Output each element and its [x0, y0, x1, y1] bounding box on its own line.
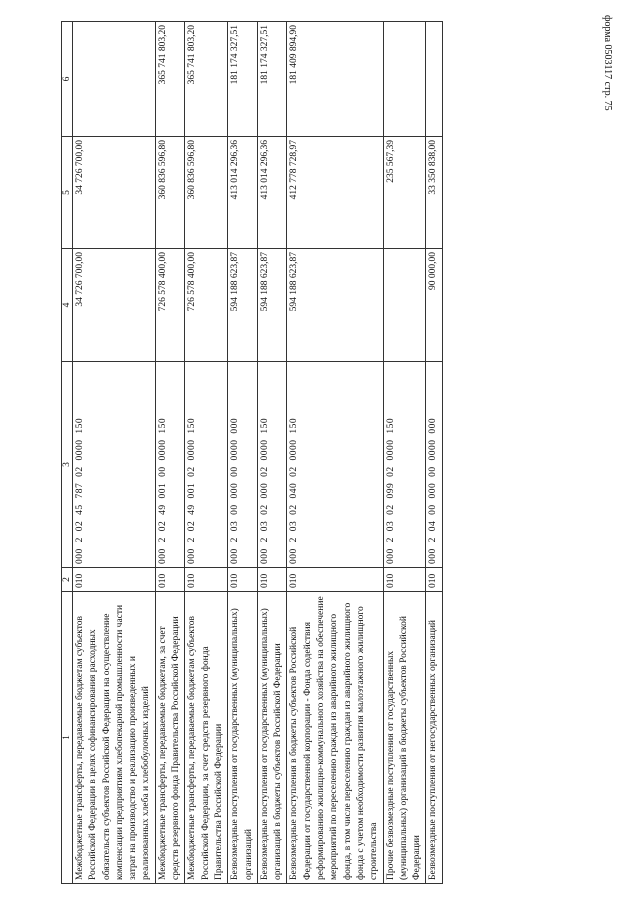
classification-code: 000 2 02 49 001 00 0000 150 [155, 362, 185, 568]
row-name: Безвозмездные поступления от государственных (муниципальных) организаций в бюджеты субъектов Российской Федерации [257, 592, 287, 884]
revenue-table [61, 21, 443, 884]
column-header: 3 [62, 362, 73, 568]
line-code: 010 [426, 568, 442, 592]
classification-code: 000 2 02 49 001 02 0000 150 [185, 362, 228, 568]
column-header: 2 [62, 568, 73, 592]
approved-amount: 594 188 623,87 [257, 249, 287, 362]
line-code: 010 [383, 568, 426, 592]
table-row [383, 22, 426, 884]
executed-amount: 33 350 838,00 [426, 137, 442, 249]
executed-amount: 413 014 296,36 [228, 137, 258, 249]
executed-amount: 413 014 296,36 [257, 137, 287, 249]
approved-amount: 726 578 400,00 [185, 249, 228, 362]
remaining-amount: 365 741 803,20 [185, 22, 228, 137]
row-name: Безвозмездные поступления в бюджеты субъектов Российской Федерации от государственной корпорации - Фонда содействия реформированию жилищно-коммунального хозяйства на обеспечение мероприятий по переселению граждан из аварийного жилищного фонда, в том числе переселению граждан из аварийного жилищного фонда с учетом необходимости развития малоэтажного жилищного строительства [287, 592, 383, 884]
remaining-amount [383, 22, 426, 137]
column-header: 6 [62, 22, 73, 137]
row-name: Межбюджетные трансферты, передаваемые бюджетам субъектов Российской Федерации, за счет средств резервного фонда Правительства Российской Федерации [185, 592, 228, 884]
table-row [73, 22, 156, 884]
line-code: 010 [155, 568, 185, 592]
approved-amount: 594 188 623,87 [287, 249, 383, 362]
executed-amount: 360 836 596,80 [155, 137, 185, 249]
classification-code: 000 2 03 02 000 02 0000 150 [257, 362, 287, 568]
table-row [155, 22, 185, 884]
approved-amount: 90 000,00 [426, 249, 442, 362]
table-row [185, 22, 228, 884]
executed-amount: 34 726 700,00 [73, 137, 156, 249]
row-name: Межбюджетные трансферты, передаваемые бюджетам, за счет средств резервного фонда Правительства Российской Федерации [155, 592, 185, 884]
table-row [257, 22, 287, 884]
approved-amount [383, 249, 426, 362]
rotated-report-page [61, 22, 583, 884]
classification-code: 000 2 03 00 000 00 0000 000 [228, 362, 258, 568]
remaining-amount: 181 174 327,51 [228, 22, 258, 137]
row-name: Межбюджетные трансферты, передаваемые бюджетам субъектов Российской Федерации в целях софинансирования расходных обязательств субъектов Российской Федерации на осуществление компенсации предприятиям хлебопекарной промышленности части затрат на производство и реализацию произведенных и реализованных хлеба и хлебобулочных изделий [73, 592, 156, 884]
approved-amount: 594 188 623,87 [228, 249, 258, 362]
line-code: 010 [287, 568, 383, 592]
table-row [426, 22, 442, 884]
classification-code: 000 2 03 02 099 02 0000 150 [383, 362, 426, 568]
header-row [62, 22, 73, 884]
row-name: Прочие безвозмездные поступления от государственных (муниципальных) организаций в бюджеты субъектов Российской Федерации [383, 592, 426, 884]
remaining-amount [73, 22, 156, 137]
executed-amount: 235 567,39 [383, 137, 426, 249]
line-code: 010 [185, 568, 228, 592]
line-code: 010 [228, 568, 258, 592]
line-code: 010 [73, 568, 156, 592]
classification-code: 000 2 02 45 787 02 0000 150 [73, 362, 156, 568]
executed-amount: 360 836 596,80 [185, 137, 228, 249]
classification-code: 000 2 03 02 040 02 0000 150 [287, 362, 383, 568]
table-row [287, 22, 383, 884]
line-code: 010 [257, 568, 287, 592]
classification-code: 000 2 04 00 000 00 0000 000 [426, 362, 442, 568]
column-header: 4 [62, 249, 73, 362]
row-name: Безвозмездные поступления от государственных (муниципальных) организаций [228, 592, 258, 884]
column-header: 1 [62, 592, 73, 884]
executed-amount: 412 778 728,97 [287, 137, 383, 249]
table-row [228, 22, 258, 884]
approved-amount: 726 578 400,00 [155, 249, 185, 362]
remaining-amount: 365 741 803,20 [155, 22, 185, 137]
column-header: 5 [62, 137, 73, 249]
remaining-amount: 181 174 327,51 [257, 22, 287, 137]
row-name: Безвозмездные поступления от негосударственных организаций [426, 592, 442, 884]
remaining-amount [426, 22, 442, 137]
remaining-amount: 181 409 894,90 [287, 22, 383, 137]
approved-amount: 34 726 700,00 [73, 249, 156, 362]
form-label: форма 0503117 стр. 75 [602, 15, 613, 111]
